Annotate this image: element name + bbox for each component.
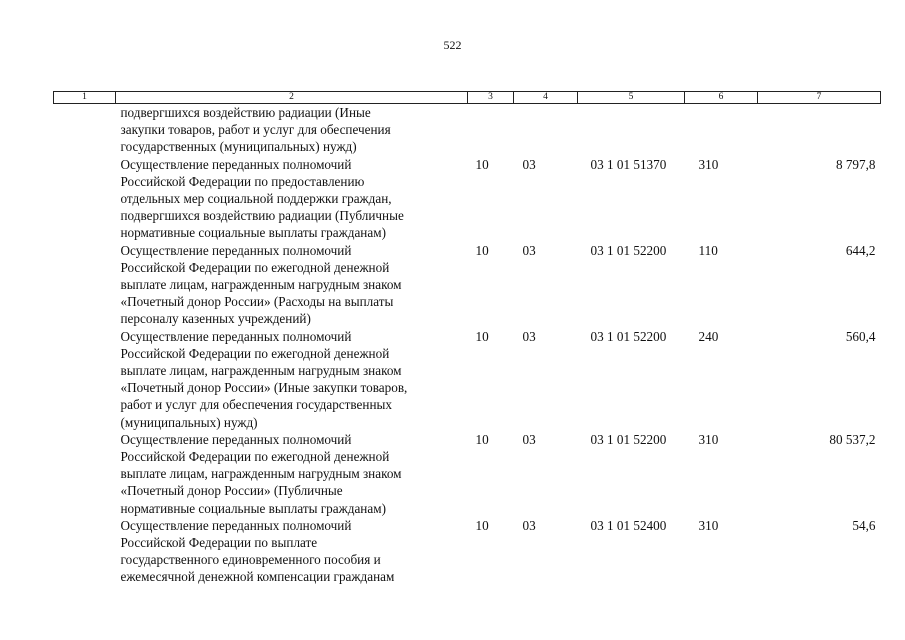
description-line: выплате лицам, награжденным нагрудным знаком <box>120 466 402 482</box>
expense-type-cell: 310 <box>698 156 719 172</box>
amount-cell: 8 797,8 <box>835 156 876 172</box>
description-line: нормативные социальные выплаты гражданам) <box>120 225 386 241</box>
description-line: государственных (муниципальных) нужд) <box>120 139 357 155</box>
row-number-cell <box>54 431 116 517</box>
section-cell: 10 <box>475 242 489 258</box>
target-article-cell: 03 1 01 51370 <box>590 156 667 172</box>
target-article-cell <box>578 104 685 156</box>
target-article-cell: 03 1 01 52200 <box>590 431 667 447</box>
description-line: закупки товаров, работ и услуг для обеспечения <box>120 122 391 138</box>
description-line: Осуществление переданных полномочий <box>120 431 352 447</box>
expense-type-cell: 110 <box>698 242 718 258</box>
expense-type-cell: 310 <box>698 431 719 447</box>
table-row <box>54 156 881 242</box>
section-cell: 10 <box>475 517 489 533</box>
description-line: работ и услуг для обеспечения государственных <box>120 397 392 413</box>
description-line: Осуществление переданных полномочий <box>120 517 352 533</box>
expense-type-cell: 240 <box>698 328 719 344</box>
budget-table <box>53 91 881 586</box>
description-line: Осуществление переданных полномочий <box>120 242 352 258</box>
description-cell <box>116 156 468 242</box>
description-line: «Почетный донор России» (Публичные <box>120 483 343 499</box>
description-line: выплате лицам, награжденным нагрудным знаком <box>120 277 402 293</box>
table-row <box>54 104 881 156</box>
description-cell <box>116 104 468 156</box>
subsection-cell <box>514 104 578 156</box>
description-cell <box>116 431 468 517</box>
section-cell <box>468 104 514 156</box>
description-line: персоналу казенных учреждений) <box>120 311 311 327</box>
target-article-cell: 03 1 01 52200 <box>590 242 667 258</box>
description-line: Российской Федерации по ежегодной денежной <box>120 449 390 465</box>
description-line: «Почетный донор России» (Расходы на выплаты <box>120 294 394 310</box>
description-cell <box>116 517 468 586</box>
row-number-cell <box>54 242 116 328</box>
description-line: отдельных мер социальной поддержки граждан, <box>120 191 392 207</box>
target-article-cell: 03 1 01 52200 <box>590 328 667 344</box>
page-number: 522 <box>443 38 462 52</box>
description-line: «Почетный донор России» (Иные закупки товаров, <box>120 380 408 396</box>
amount-cell <box>758 104 881 156</box>
subsection-cell: 03 <box>522 431 536 447</box>
table-row <box>54 242 881 328</box>
section-cell: 10 <box>475 156 489 172</box>
table-row <box>54 431 881 517</box>
description-cell <box>116 242 468 328</box>
column-number-1: 1 <box>54 92 116 104</box>
description-line: ежемесячной денежной компенсации гражданам <box>120 569 395 585</box>
column-number-5: 5 <box>578 92 685 104</box>
subsection-cell: 03 <box>522 156 536 172</box>
column-number-3: 3 <box>468 92 514 104</box>
budget-table-container <box>53 91 880 586</box>
table-header <box>54 92 881 104</box>
target-article-cell: 03 1 01 52400 <box>590 517 667 533</box>
amount-cell: 54,6 <box>852 517 876 533</box>
subsection-cell: 03 <box>522 242 536 258</box>
description-line: подвергшихся воздействию радиации (Иные <box>120 105 371 120</box>
description-line: Российской Федерации по предоставлению <box>120 173 365 189</box>
row-number-cell <box>54 517 116 586</box>
section-cell: 10 <box>475 328 489 344</box>
subsection-cell: 03 <box>522 328 536 344</box>
row-number-cell <box>54 104 116 156</box>
amount-cell: 560,4 <box>845 328 876 344</box>
row-number-cell <box>54 156 116 242</box>
subsection-cell: 03 <box>522 517 536 533</box>
column-number-row <box>54 92 881 104</box>
description-line: Российской Федерации по ежегодной денежной <box>120 345 390 361</box>
column-number-4: 4 <box>514 92 578 104</box>
table-body <box>54 104 881 586</box>
description-cell <box>116 328 468 431</box>
expense-type-cell <box>685 104 758 156</box>
section-cell: 10 <box>475 431 489 447</box>
column-number-6: 6 <box>685 92 758 104</box>
description-line: Осуществление переданных полномочий <box>120 328 352 344</box>
description-line: Осуществление переданных полномочий <box>120 156 352 172</box>
description-line: (муниципальных) нужд) <box>120 414 258 430</box>
description-line: Российской Федерации по ежегодной денежной <box>120 259 390 275</box>
amount-cell: 80 537,2 <box>829 431 876 447</box>
description-line: Российской Федерации по выплате <box>120 535 318 551</box>
column-number-7: 7 <box>758 92 881 104</box>
table-row <box>54 328 881 431</box>
amount-cell: 644,2 <box>845 242 876 258</box>
description-line: государственного единовременного пособия и <box>120 552 381 568</box>
expense-type-cell: 310 <box>698 517 719 533</box>
table-row <box>54 517 881 586</box>
row-number-cell <box>54 328 116 431</box>
description-line: подвергшихся воздействию радиации (Публичные <box>120 208 404 224</box>
column-number-2: 2 <box>116 92 468 104</box>
description-line: нормативные социальные выплаты гражданам) <box>120 500 386 516</box>
description-line: выплате лицам, награжденным нагрудным знаком <box>120 363 402 379</box>
